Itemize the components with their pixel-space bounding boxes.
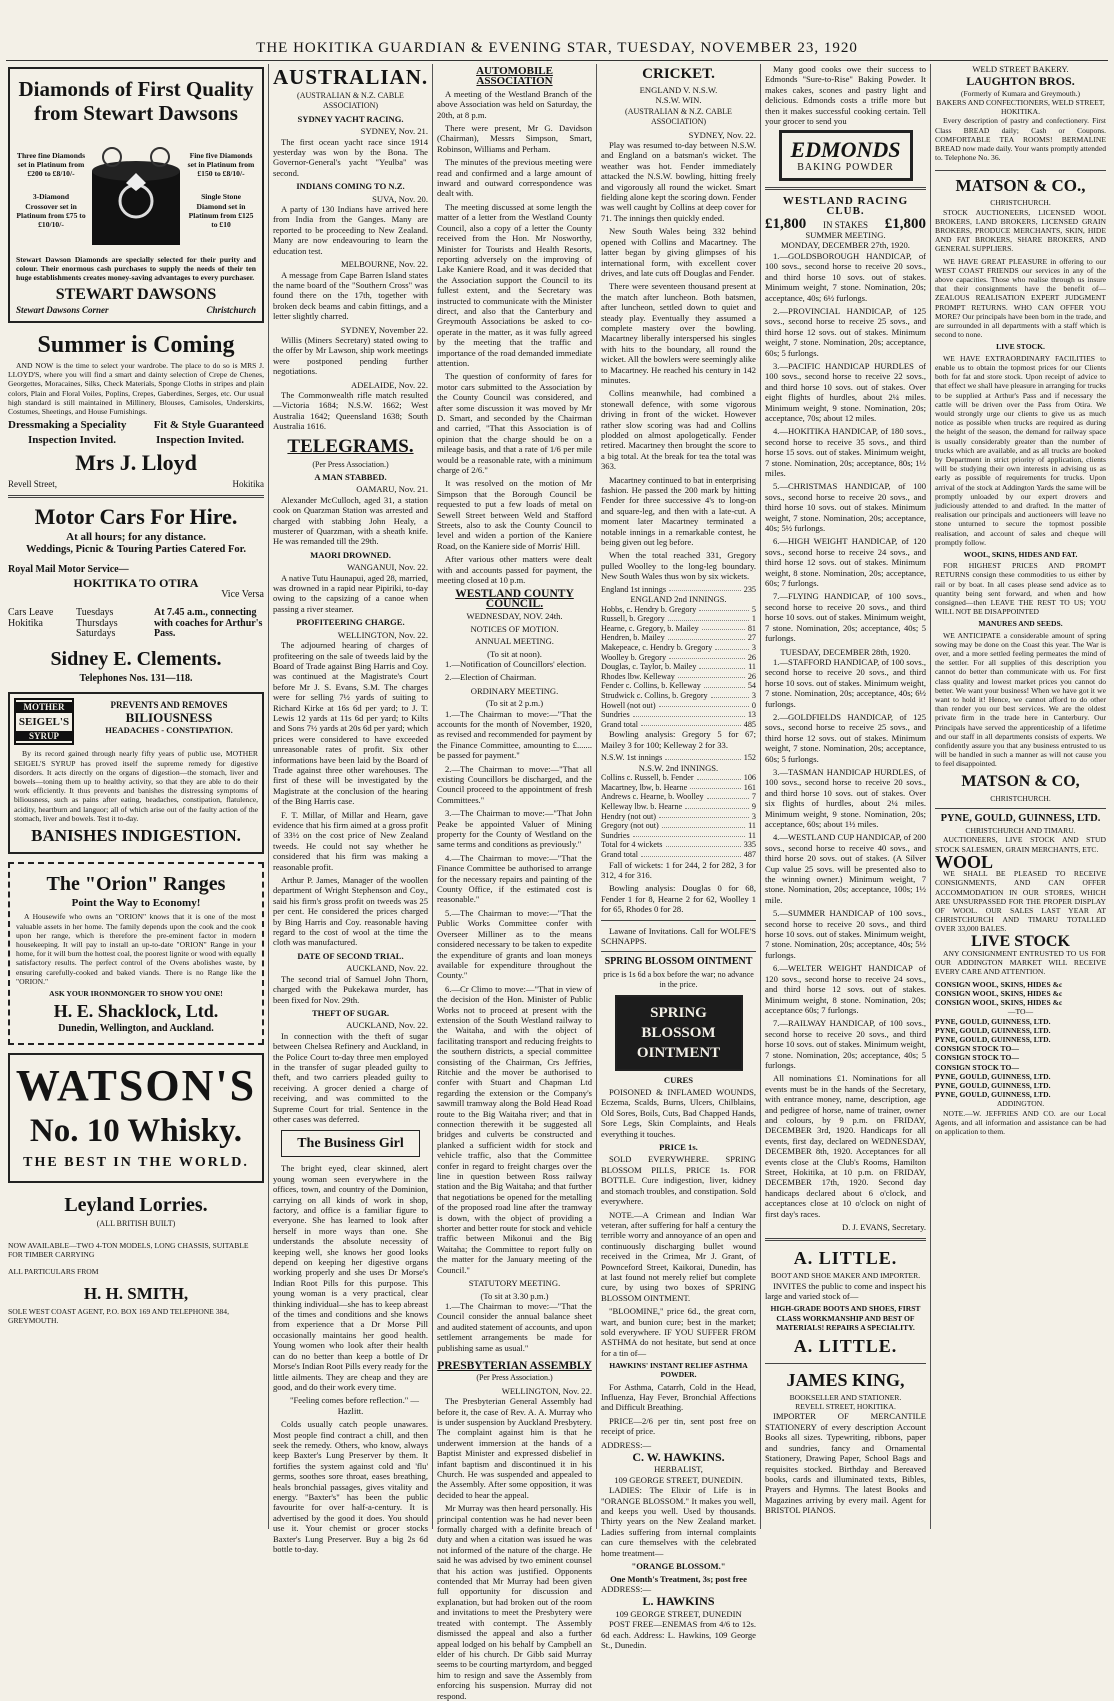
ad-line: PYNE, GOULD, GUINNESS, LTD. xyxy=(935,1016,1051,1026)
ad-line: PYNE, GOULD, GUINNESS, LTD. xyxy=(935,1080,1051,1090)
matson-heading: MATSON & CO., xyxy=(955,176,1086,196)
score-row xyxy=(601,821,756,831)
masthead-rule xyxy=(6,60,1108,61)
batsman: Makepeace, c. Hendry b. Gregory xyxy=(601,643,713,653)
race-entry: 2.—PROVINCIAL HANDICAP, of 125 sovs., second horse to receive 25 sovs., and third horse 12 sovs. out of stakes. Minimum weight, 7 stone. Nomination, 20s; acceptance, 60s; 5 furlongs. xyxy=(765,305,926,358)
lloyd-line1: Dressmaking a Speciality xyxy=(8,419,127,432)
seigel-tag: BANISHES INDIGESTION. xyxy=(31,825,241,845)
motors-phones: Telephones Nos. 131—118. xyxy=(79,672,193,684)
runs: 11 xyxy=(748,821,756,831)
seigel-ad xyxy=(8,692,264,854)
race-entry: 6.—WELTER WEIGHT HANDICAP of 120 sovs., second horse to receive 24 sovs., and third horse 12 sovs. out of stakes. Minimum weight, 8 stone. Nomination, 20s; acceptance 60s; 7 furlongs. xyxy=(765,963,926,1015)
presbyterian-heading: PRESBYTERIAN ASSEMBLY xyxy=(437,1359,592,1372)
column-1 xyxy=(4,64,268,1529)
runs: 1 xyxy=(751,614,756,624)
score-row xyxy=(601,624,756,634)
score-row xyxy=(601,643,756,653)
ad-line: CONSIGN WOOL, SKINS, HIDES &c xyxy=(935,988,1063,998)
races-day2 xyxy=(765,657,926,1070)
score-row xyxy=(601,783,756,793)
automobile-heading: AUTOMOBILE ASSOCIATION xyxy=(476,65,553,88)
orion-body: A Housewife who owns an "ORION" knows that it is one of the most valuable assets in her home. The family depends upon the cook and the cook upon her range, which is therefore the pre-eminent factor in modern housekeeping. It will pay to install an up-to-date "ORION" Range in your home, for it will burn the hottest coal, the poorest lignite or wood with equally satisfactory results. The perfect control of the Ovens abolishes waste, by ensuring carefully-cooked and baked viands. There is no Range like the "ORION." xyxy=(16,912,256,986)
lloyd-line2: Fit & Style Guaranteed xyxy=(153,419,264,432)
nsw-scorecard xyxy=(601,773,756,840)
orion-subtitle: Point the Way to Economy! xyxy=(71,896,201,909)
race-entry: 3.—PACIFIC HANDICAP HURDLES of 100 sovs., second horse to receive 22 sovs., and third horse 10 sovs. out of stakes. Over eight flights of hurdles, about 2¼ miles. Minimum weight, 9 stone. Nomination, 20s; acceptance, 70s; about 12 miles. xyxy=(765,360,926,423)
seigel-logo: MOTHER SEIGEL'S SYRUP xyxy=(14,698,74,745)
runs: 5 xyxy=(751,604,756,614)
seigel-h1: PREVENTS AND REMOVES xyxy=(110,700,228,711)
pyne-gould-heading: PYNE, GOULD, GUINNESS, LTD. xyxy=(940,812,1101,824)
motors-title: Motor Cars For Hire. xyxy=(34,504,238,530)
race-entry: 1.—STAFFORD HANDICAP, of 100 sovs., second horse to receive 20 sovs., and third horse 10 sovs. out of stakes. Minimum weight, 7 stone. Nomination, 20s; acceptance, 40s; 6½ furlongs. xyxy=(765,656,926,709)
race-entry: 5.—SUMMER HANDICAP of 100 sovs., second horse to receive 20 sovs., and third horse 10 sovs. out of stakes. Minimum weight, 7 stone. Nomination, 20s; acceptance, 40s; 5½ furlongs. xyxy=(765,908,926,960)
lloyd-line4: Inspection Invited. xyxy=(155,433,245,446)
race-entry: 4.—HOKITIKA HANDICAP, of 180 sovs., second horse to receive 35 sovs., and third horse 15 sovs. out of stakes. Minimum weight, 7 stone. Nomination, 20s; acceptance, 80s; 1½ miles. xyxy=(765,426,926,478)
column-2: AUSTRALIAN. (AUSTRALIAN & N.Z. CABLE ASSOCIATION) SYDNEY YACHT RACING. SYDNEY, Nov. 21. The first ocean yacht race since 1914 yesterday was won by the Bona. The Governor-General's yacht "Yeulba" was second. INDIANS COMING TO N.Z. SUVA, Nov. 20. A party of 130 Indians have arrived here from India from the Ganges. Many are reported to be proceeding to New Zealand. Many are now endeavouring to learn the education test. MELBOURNE, Nov. 22. A message from Cape Barren Island states the name board of the "Southern Cross" was found there on the 17th, together with broken deck beams and cabin fittings, and a letter slightly charred. SYDNEY, November 22. Willis (Miners Secretary) stated owing to the offer by Mr Lawson, ship work meetings were postponed pending further negotiations. ADELAIDE, Nov. 22. The Commonwealth rifle match resulted—Victoria 1684; N.S.W. 1662; West Australia 1642; Queensland 1638; South Australia 1616. TELEGRAMS. (Per Press Association.) A MAN STABBED. OAMARU, Nov. 21. Alexander McCulloch, aged 31, a station cook on Quarzman Station was arrested and charged with stabbing John Healy, a musterer of Quarzman, with a sheath knife. He was remanded till the 29th. MAORI DROWNED. WANGANUI, Nov. 22. A native Tutu Haunapui, aged 28, married, was drowned in a rapid near Pipiriki, to-day owing to the capsizing of a canoe when passing a river steamer. PROFITEERING CHARGE. WELLINGTON, Nov. 22. The adjourned hearing of charges of profiteering on the sale of tweeds laid by the Board of Trade against Bing Harris and Coy. was continued at the Magistrate's Court before Mr J. S. Evans, S.M. The charges were for selling 7½ yards of suiting to Richard Kirke at 16s 6d per yard; to J. T. Lewis 12 yards at 11s 6d per yard; to Kilts and Sons 7½ yards at 20s 6d per yard; which prices were considered to have exceeded unreasonable rates of profit. Six other informations have been laid by the Board of Trade against three other warehouses. The first of these will be investigated by the Magistrate at the conclusion of the hearing of the Bing Harris case. F. T. Millar, of Millar and Hearn, gave evidence that his firm aimed at a gross profit of 33½ on the cost price of New Zealand tweeds. He could not say whether he considered that his firm was making a reasonable profit. Arthur P. James, Manager of the woollen department of Wright Stephenson and Coy., said his firm's gross profit on tweeds was 25 per cent. He considered the prices charged by Bing Harris and Coy. reasonable having regard to the cost of wool at the time the cloth was manufactured. DATE OF SECOND TRIAL. AUCKLAND, Nov. 22. The second trial of Samuel John Thorn, charged with the Pukekawa murder, has been fixed for Nov. 29th. THEFT OF SUGAR. AUCKLAND, Nov. 22. In connection with the theft of sugar between Chelsea Refinery and Auckland, in the Police Court to-day three men employed in the transfer of sugar pleaded guilty to theft, and two carriers pleaded guilty to receiving. A grocer denied a charge of receiving, and was committed to the Supreme Court for trial. Sentence in the other cases was deferred. The Business Girl The bright eyed, clear skinned, alert young woman seen everywhere in the offices, town, and country of the Dominion, carrying on all kinds of work in shop, factory, and office is a familiar figure to everyone. She has learned to look after herself in more ways than one. She understands the absolute necessity of keeping well, she knows her good looks depend on keeping her digestive organs working properly and she uses Dr Morse's Indian Root Pills for this purpose. This young woman is a very practical, clear thinking individual—she has to keep abreast of the times and conditions and she knows from experience that a Dr Morse Pill occasionally maintains her good health. Young women who look after their health can do no better than keep a bottle of Dr Morse's Indian Root Pills every ready for the little ailments. They are cheap and they are good, and do their work every time. "Feeling comes before reflection." —Hazlitt. Colds usually catch people unawares. Most people find contract a chill, and then seek the remedy. Others, who know, always keep Baxter's Lung Preserver by them. It fortifies the system against cold and 'flu' germs, soothes sore throat, eases breathing, heals bronchial passages, gives vitality and energy. "Baxter's" has been the public favourite for over half-a-century. It is advertised by the good it does. You should use it. Your chemist or grocer stocks Baxter's Lung Preserver. Buy a big 2s 6d bottle to-day. xyxy=(268,64,432,1529)
batsman: Woolley b. Gregory xyxy=(601,652,667,662)
lloyd-line3: Inspection Invited. xyxy=(27,433,117,446)
consign-stock-lines xyxy=(935,1044,1106,1072)
ad-line: CONSIGN STOCK TO— xyxy=(935,1062,1019,1072)
score-row xyxy=(601,633,756,643)
column-3: AUTOMOBILE ASSOCIATION A meeting of the Westland Branch of the above Association was held on Saturday, the 20th, at 8 p.m. There were present, Mr G. Davidson (Chairman), Messrs Simpson, Smart, Robinson, Williams and Perham. The minutes of the previous meeting were read and confirmed and a large amount of inward and outward correspondence was dealt with. The meeting discussed at some length the matter of a letter from the Westland County Council, also a copy of a letter the County received from the Hon. Mr Nosworthy, Minister for Tourists and Health Resorts, reporting adversely on the improving of Lake Kaniere Road, and it was decided that the Association support the Council to its fullest extent, and the Secretary was instructed to communicate with the Minister direct, and also that the Canterbury and Greymouth Associations be asked to co-operate in the matter, as it was fully agreed by the meeting that the traffic and importance of the road demanded immediate attention. The question of conformity of fares for motor cars submitted to the Association by the County Council was considered, and after some discussion it was moved by Mr D. Smart, and seconded by the Chairman and carried, "That this Association is of opinion that the charge should be on a mileage basis, and that a rate of 1/6 per mile would be a reasonable rate, with a minimum charge of 2/6." It was resolved on the motion of Mr Simpson that the Borough Council be requested to put a few loads of metal on Sewell Street between Weld and Stafford Streets, also to ask the County Council to level and widen a portion of the Kaniere Road, on the Kaniere side of Morris' Hill. After various other matters were dealt with and accounts passed for payment, the meeting closed at 10 p.m. WESTLAND COUNTY COUNCIL. WEDNESDAY, NOV. 24th. NOTICES OF MOTION. ANNUAL MEETING. (To sit at noon). 1.—Notification of Councillors' election. 2.—Election of Chairman. ORDINARY MEETING. (To sit at 2 p.m.) 1.—The Chairman to move:—"That the accounts for the month of November, 1920, as revised and recommended for payment by the Finance Committee, amounting to £....... be passed for payment." 2.—The Chairman to move:—"That all existing Councillors be discharged, and the Council proceed to the appointment of fresh Committees." 3.—The Chairman to move:—"That John Peake be appointed Valuer of Mining property for the County of Westland on the same terms and conditions as previously." 4.—The Chairman to move:—"That the Finance Committee be authorised to arrange for the necessary repairs and painting of the County Office, if the estimated cost is reasonable." 5.—The Chairman to move:—"That the Public Works Committee confer with Overseer Milliner as to the means considered necessary to be taken to expedite the expenditure of grants and loan moneys available for expenditure throughout the County." 6.—Cr Climo to move:—"That in view of the decision of the Hon. Minister of Public Works not to proceed at present with the extension of the South Westland railway to the Waitaha, and with the object of facilitating transport and reducing freights to the southern districts, a special committee consisting of the Chairman, Crs Jeffries, Ritchie and the mover be authorised to confer with Stuart and Chapman Ltd regarding the extension or the Company's sawmill tramway along the Bold Head Road route to the Big Waitaha river; and that in connection therewith it be suggested all bridges and culverts be constructed and planked a sufficient width for stock and vehicle traffic, also that the Committee confer in regard to freight charges over the line in question between Ross railway station and the Big Waitaha; and that further that negotiations be opened for the metalling of the proposed road line after the tramway is down, with the object of providing a shorter and better route for stock and vehicle traffic between Mikonui and the Big Waitaha; the Committee to report fully on the matter for the January meeting of the Council." STATUTORY MEETING. (To sit at 3.30 p.m.) 1.—The Chairman to move:—"That the Council consider the annual balance sheet and audited statement of accounts, and upon settlement arrangements be made for publishing same as usual." PRESBYTERIAN ASSEMBLY (Per Press Association.) WELLINGTON, Nov. 22. The Presbyterian General Assembly had before it, the case of Rev. A. A. Murray who is under suspension by Auckland Presbytery. The complaint against him is that he underwent immersion at the hands of a Baptist Minister and expressed disbelief in infant baptism and discontinued it in his Church. He was suspended and appealed to the Assembly. After some opposition, it was decided to hear the appeal. Mr Murray was then heard personally. His principal contention was he had never been formally charged with a definite breach of duty and when a citation was issued he was not informed of the nature of the charge. He said he was advised by two eminent counsel that his action was justified. Opponents contended that Mr Murray had been given full opportunity for discussion and explanation, but had broken out of the room and invitations to meet the Presbytery were treated with contempt. The Assembly dismissed the appeal and also a further appeal lodged on his behalf by Campbell an elder of his church. Dr Gibb said Murray seems to be courting martyrdom, and begged him to resign and save the Assembly from enforcing his suspension. Murray did not respond. xyxy=(432,64,596,1529)
score-row xyxy=(601,605,756,615)
races-day1 xyxy=(765,251,926,644)
runs: 106 xyxy=(743,773,756,783)
ad-line: PYNE, GOULD, GUINNESS, LTD. xyxy=(935,1090,1051,1100)
orion-ask: ASK YOUR IRONMONGER TO SHOW YOU ONE! xyxy=(49,988,223,998)
batsman: Hendren, b. Mailey xyxy=(601,633,665,643)
column-4: CRICKET. ENGLAND V. N.S.W. N.S.W. WIN. (AUSTRALIAN & N.Z. CABLE ASSOCIATION) SYDNEY, Nov. 22. Play was resumed to-day between N.S.W. and England on a batsman's wicket. The weather was hot. Fender immediately attacked the N.S.W. bowling, hitting freely and vigorously all round the wicket. Smart fielding alone kept the scoring down. Fender was well caught by Collins at deep cover for 71. The innings then quickly ended. New South Wales being 332 behind opened with Collins and Macartney. The latter began by giving glimpses of his international form, with excellent cover drives, and late cuts off Douglas and Fender. There were seventeen thousand present at the match after luncheon. Both batsmen, after luncheon, settled down to quiet and steady play. Eventually they assumed a complete mastery over the bowling. Macartney liberally interspersed his singles with hits to the boundary, all round the wicket. All the bowlers were seemingly alike to Macartney. He reached his century in 142 minutes. Collins meanwhile, had combined a stonewall defence, with some vigorous driving in front of the wicket. However rather slow scoring was had and Collins plodded on almost apologetically. Fender retired. Macartney then brought the score to a big total. At the break for tea the total was 363. Macartney continued to bat in enterprising fashion. He passed the 200 mark by hitting Fender for three successive 4's to long-on and square-leg, and then with a late-cut. A moment later Macartney terminated a notable innings in a remarkable contest, he being given out leg before. When the total reached 331, Gregory pulled Woolley to the long-leg boundary. New South Wales thus won by six wickets. England 1st innings 235 ENGLAND 2nd INNINGS. Hobbs, c. Hendry b. Gregory 5 Russell, b. Gregory 1 Hearne, c. Gregory, b. Mailey 81 Hendren, b. Mailey 27 Makepeace, c. Hendry b. Gregory 3 Woolley b. Gregory 26 Douglas, c. Taylor, b. Mailey 11 Rhodes lbw. Kelleway 26 Fender c. Collins, b. Kelleway 54 Strudwick c. Collins, b. Gregory 3 Howell (not out) 0 Sundries 13 Grand total 485 Bowling analysis: Gregory 5 for 67; Mailey 3 for 100; Kelleway 2 for 33. N.S.W. 1st innings 152 N.S.W. 2nd INNINGS. Collins c. Russell, b. Fender 106 Macartney, lbw, b. Hearne 161 Andrews c. Hearne, b. Woolley 7 Kelleway lbw. b. Hearne 9 Hendry (not out) 3 Gregory (not out) 11 Sundries 11 Total for 4 wickets 335 Grand total 487 Fall of wickets: 1 for 244, 2 for 282, 3 for 312, 4 for 316. Bowling analysis: Douglas 0 for 68, Fender 1 for 8, Hearne 2 for 62, Woolley 1 for 65, Rhodes 0 for 28. Lawane of Invitations. Call for WOLFE'S SCHNAPPS. SPRING BLOSSOM OINTMENT price is 1s 6d a box before the war; no advance in the price. SPRING BLOSSOM OINTMENT CURES POISONED & INFLAMED WOUNDS, Eczema, Scalds, Burns, Ulcers, Chilblains, Old Sores, Boils, Cuts, Bad Chapped Hands, Sore Legs, Skin Complaints, and Heals everything it touches. PRICE 1s. SOLD EVERYWHERE. SPRING BLOSSOM PILLS, PRICE 1s. FOR BOTTLE. Cure indigestion, liver, kidney and stomach troubles, and constipation. Sold everywhere. NOTE.—A Crimean and Indian War veteran, after suffering for half a century the terrible worry and annoyance of an open and continuously discharging bullet wound received in the Crimea, Mr J. Grant, of Pownceford Street, Kaikorai, Dunedin, has at last found not merely relief but complete cure, by using two boxes of SPRING BLOSSOM OINTMENT. "BLOOMINE," price 6d., the great corn, wart, and bunion cure; best in the market; sold everywhere. IF YOU SUFFER FROM ASTHMA do not hesitate, but send at once for a tin of— HAWKINS' INSTANT RELIEF ASTHMA POWDER. For Asthma, Catarrh, Cold in the Head, Influenza, Hay Fever, Bronchial Affections and Difficult Breathing. PRICE—2/6 per tin, sent post free on receipt of price. ADDRESS:— C. W. HAWKINS. HERBALIST, 109 GEORGE STREET, DUNEDIN. LADIES: The Elixir of Life is in "ORANGE BLOSSOM." It makes you well, and keeps you well. Used by thousands. Thirty years on the New Zealand market. Ladies suffering from internal complaints can cure themselves with the celebrated home treatment— "ORANGE BLOSSOM." One Month's Treatment, 3s; post free ADDRESS:— L. HAWKINS 109 GEORGE STREET, DUNEDIN POST FREE—ENEMAS from 4/6 to 12s. 6d each. Address: L. Hawkins, 109 George St., Dunedin. xyxy=(596,64,760,1529)
runs: 11 xyxy=(748,662,756,672)
motors-vice: Vice Versa xyxy=(221,589,264,601)
column-5: Many good cooks owe their success to Edmonds "Sure-to-Rise" Baking Powder. It makes cakes, scones and pastry light and delicious. Edmonds costs a trifle more but then it makes successful cooking certain. Tell your grocer to send you EDMONDS BAKING POWDER WESTLAND RACING CLUB. £1,800 IN STAKES £1,800 SUMMER MEETING. MONDAY, DECEMBER 27th, 1920. 1.—GOLDSBOROUGH HANDICAP, of 100 sovs., second horse to receive 20 sovs., and third horse 10 sovs. out of stakes. Minimum weight, 7 stone. Nomination, 20s; acceptance, 40s; 6½ furlongs. 2.—PROVINCIAL HANDICAP, of 125 sovs., second horse to receive 25 sovs., and third horse 12 sovs. out of stakes. Minimum weight, 7 stone. Nomination, 20s; acceptance, 60s; 5 furlongs. 3.—PACIFIC HANDICAP HURDLES of 100 sovs., second horse to receive 22 sovs., and third horse 10 sovs. out of stakes. Over eight flights of hurdles, about 2¼ miles. Minimum weight, 9 stone. Nomination, 20s; acceptance, 70s; about 12 miles. 4.—HOKITIKA HANDICAP, of 180 sovs., second horse to receive 35 sovs., and third horse 15 sovs. out of stakes. Minimum weight, 7 stone. Nomination, 20s; acceptance, 80s; 1½ miles. 5.—CHRISTMAS HANDICAP, of 100 sovs., second horse to receive 20 sovs., and third horse 10 sovs. out of stakes. Minimum weight, 7 stone. Nomination, 20s; acceptance, 40s; 5½ furlongs. 6.—HIGH WEIGHT HANDICAP, of 120 sovs., second horse to receive 24 sovs., and third horse 12 sovs. out of stakes. Minimum weight, 8 stone. Nomination, 20s; acceptance, 60s; 7 furlongs. 7.—FLYING HANDICAP, of 100 sovs., second horse to receive 20 sovs., and third horse 10 sovs. out of stakes. Minimum weight, 7 stone. Nomination, 20s; acceptance, 40s; 5 furlongs. TUESDAY, DECEMBER 28th, 1920. 1.—STAFFORD HANDICAP, of 100 sovs., second horse to receive 20 sovs., and third horse 10 sovs. out of stakes. Minimum weight, 7 stone. Nomination, 20s; acceptance, 40s; 6½ furlongs. 2.—GOLDFIELDS HANDICAP, of 125 sovs., second horse to receive 25 sovs., and third horse 12 sovs. out of stakes. Minimum weight, 7 stone. Nomination, 20s; acceptance, 60s; 5 furlongs. 3.—TASMAN HANDICAP HURDLES, of 100 sovs., second horse to receive 20 sovs., and third horse 10 sovs. out of stakes. Over six flights of hurdles, about 2¼ miles. Minimum weight, 9 stone. Nomination, 20s; acceptance, 60s; about 1½ miles. 4.—WESTLAND CUP HANDICAP, of 200 sovs., second horse to receive 40 sovs., and third horse 20 sovs. out of stakes. (A Silver Cup value 25 sovs. will be presented also to the winning owner.) Minimum weight, 7 stone. Nomination, 20s; acceptance, 100s; 1½ mile. 5.—SUMMER HANDICAP of 100 sovs., second horse to receive 20 sovs., and third horse 10 sovs. out of stakes. Minimum weight, 7 stone. Nomination, 20s; acceptance, 40s; 5½ furlongs. 6.—WELTER WEIGHT HANDICAP of 120 sovs., second horse to receive 24 sovs., and third horse 12 sovs. out of stakes. Minimum weight, 8 stone. Nomination, 20s; acceptance 60s; 7 furlongs. 7.—RAILWAY HANDICAP, of 100 sovs., second horse to receive 20 sovs., and third horse 10 sovs. out of stakes. Minimum weight, 7 stone. Nomination, 20s; acceptance, 40s; 5 furlongs. All nominations £1. Nominations for all events must be in the hands of the Secretary, with entrance money, name, description, age and pedigree of horse, name of trainer, owner and colours, by 9 p.m. on FRIDAY, DECEMBER 3rd, 1920. Handicaps for all events, first day, declared on WEDNESDAY, DECEMBER 8th, 1920. Acceptances for all events close at the Club's Rooms, Hamilton Street, Hokitika, at 10 p.m. on FRIDAY, DECEMBER 17th, 1920. Second day handicaps declared about 6 o'clock, and acceptances close at 10 o'clock on night of first day's races. D. J. EVANS, Secretary. A. LITTLE. BOOT AND SHOE MAKER AND IMPORTER. INVITES the public to come and inspect his large and varied stock of— HIGH-GRADE BOOTS AND SHOES, FIRST CLASS WORKMANSHIP AND BEST OF MATERIALS! REPAIRS A SPECIALITY. A. LITTLE. JAMES KING, BOOKSELLER AND STATIONER. REVELL STREET, HOKITIKA. IMPORTER OF MERCANTILE STATIONERY of every description Account Books all sizes. Typewriting, ribbons, paper and sundries, fancy and Ornamental Stationery, Drawing Paper, School Bags and requisites stocked. Birthday and Bereaved books, cards and illuminated texts, Bibles, Prayers and Hymns. The latest Books and Magazines arriving by every mail. Agent for BRISTOL PIANOS. xyxy=(760,64,930,1529)
seigel-h2: BILIOUSNESS xyxy=(125,709,213,725)
motors-name: Sidney E. Clements. xyxy=(50,647,222,670)
batsman: Andrews c. Hearne, b. Woolley xyxy=(601,792,704,802)
runs: 26 xyxy=(747,652,756,662)
orion-maker: H. E. Shacklock, Ltd. xyxy=(53,1001,219,1022)
batsman: Fender c. Collins, b. Kelleway xyxy=(601,681,701,691)
runs: 11 xyxy=(748,830,756,840)
lloyd-street: Revell Street, xyxy=(8,479,57,490)
race-entry: 5.—CHRISTMAS HANDICAP, of 100 sovs., second horse to receive 20 sovs., and third horse 10 sovs. out of stakes. Minimum weight, 7 stone. Nomination, 20s; acceptance, 40s; 5½ furlongs. xyxy=(765,481,926,534)
leyland-agent: SOLE WEST COAST AGENT, P.O. BOX 169 AND TELEPHONE 384, GREYMOUTH. xyxy=(8,1306,230,1325)
batsman: Russell, b. Gregory xyxy=(601,614,665,624)
orion-ad xyxy=(8,862,264,1045)
batsman: Sundries xyxy=(601,710,630,720)
race-entry: 3.—TASMAN HANDICAP HURDLES, of 100 sovs., second horse to receive 20 sovs., and third horse 10 sovs. out of stakes. Over six flights of hurdles, about 2¼ miles. Minimum weight, 9 stone. Nomination, 20s; acceptance, 60s; about 1½ miles. xyxy=(765,766,926,829)
batsman: Macartney, lbw, b. Hearne xyxy=(601,782,688,792)
leyland-name: H. H. SMITH, xyxy=(83,1283,189,1303)
score-row xyxy=(601,812,756,822)
runs: 3 xyxy=(751,811,756,821)
james-king-heading: JAMES KING, xyxy=(786,1370,905,1391)
watsons-ad xyxy=(8,1053,264,1183)
batsman: Gregory (not out) xyxy=(601,821,659,831)
ad-line: CONSIGN WOOL, SKINS, HIDES &c xyxy=(935,979,1063,989)
seigel-h3: HEADACHES - CONSTIPATION. xyxy=(105,724,233,735)
runs: 9 xyxy=(751,802,756,811)
leyland-part: ALL PARTICULARS FROM xyxy=(8,1267,99,1277)
batsman: Strudwick c. Collins, b. Gregory xyxy=(601,691,708,701)
ad-line: PYNE, GOULD, GUINNESS, LTD. xyxy=(935,1025,1051,1035)
lloyd-title: Summer is Coming xyxy=(37,332,235,359)
motors-t1: Cars Leave Hokitika xyxy=(8,607,54,629)
score-row xyxy=(601,802,756,812)
dawsons-ad xyxy=(8,67,264,323)
dawsons-title: Diamonds of First Quality from Stewart Dawsons xyxy=(18,77,254,125)
batsman: Hendry (not out) xyxy=(601,811,657,821)
runs: 7 xyxy=(751,792,756,802)
batsman: Rhodes lbw. Kelleway xyxy=(601,671,675,681)
dawsons-body: Stewart Dawson Diamonds are specially selected for their purity and colour. Their enormous cash purchases to supply the needs of their ten huge establishments creates money-saving advantages to every purchaser. xyxy=(16,255,256,283)
lloyd-town: Hokitika xyxy=(232,479,264,490)
pyne-lines xyxy=(935,1017,1106,1045)
motors-t3: At 7.45 a.m., connecting with coaches for Arthur's Pass. xyxy=(154,607,263,640)
motors-line1: At all hours; for any distance. xyxy=(66,531,206,544)
runs: 161 xyxy=(743,782,756,792)
score-row xyxy=(601,792,756,802)
australian-heading: AUSTRALIAN. xyxy=(273,65,429,89)
leyland-title: Leyland Lorries. xyxy=(64,1193,208,1216)
diamond-ring-case-icon xyxy=(88,131,184,249)
watsons-l1: WATSON'S xyxy=(15,1060,257,1110)
ad-line: PYNE, GOULD, GUINNESS, LTD. xyxy=(935,1071,1051,1081)
runs: 81 xyxy=(747,623,756,633)
watsons-l2: No. 10 Whisky. xyxy=(29,1112,243,1149)
runs: 26 xyxy=(747,671,756,681)
runs: 54 xyxy=(747,681,756,691)
score-row xyxy=(601,831,756,841)
telegrams-heading: TELEGRAMS. xyxy=(287,435,414,457)
race-entry: 4.—WESTLAND CUP HANDICAP, of 200 sovs., second horse to receive 40 sovs., and third horse 20 sovs. out of stakes. (A Silver Cup value 25 sovs. will be presented also to the winning owner.) Minimum weight, 7 stone. Nomination, 20s; acceptance, 100s; 1½ mile. xyxy=(765,832,926,905)
dawsons-name: STEWART DAWSONS xyxy=(55,285,217,303)
race-entry: 6.—HIGH WEIGHT HANDICAP, of 120 sovs., second horse to receive 24 sovs., and third horse 12 sovs. out of stakes. Minimum weight, 8 stone. Nomination, 20s; acceptance, 60s; 7 furlongs. xyxy=(765,536,926,589)
dawsons-city: Christchurch xyxy=(206,304,256,315)
batsman: Hearne, c. Gregory, b. Mailey xyxy=(601,623,699,633)
dawsons-corner: Stewart Dawsons Corner xyxy=(16,304,109,315)
orion-cities: Dunedin, Wellington, and Auckland. xyxy=(58,1023,214,1035)
a-little-heading: A. LITTLE. xyxy=(793,1248,898,1269)
score-row xyxy=(601,653,756,663)
race-entry: 1.—GOLDSBOROUGH HANDICAP, of 100 sovs., second horse to receive 20 sovs., and third horse 10 sovs. out of stakes. Minimum weight, 7 stone. Nomination, 20s; acceptance, 40s; 6½ furlongs. xyxy=(765,250,926,303)
motors-service: Royal Mail Motor Service— xyxy=(8,564,129,576)
business-girl-heading: The Business Girl xyxy=(297,1136,404,1152)
runs: 13 xyxy=(747,710,756,720)
score-row xyxy=(601,773,756,783)
score-row xyxy=(601,662,756,672)
watsons-l3: THE BEST IN THE WORLD. xyxy=(23,1154,249,1170)
motors-t2: Tuesdays Thursdays Saturdays xyxy=(76,607,118,640)
county-council-heading: WESTLAND COUNTY COUNCIL. xyxy=(455,587,574,610)
race-entry: 7.—RAILWAY HANDICAP, of 100 sovs., second horse to receive 20 sovs., and third horse 10 sovs. out of stakes. Minimum weight, 7 stone. Nomination, 20s; acceptance, 40s; 5 furlongs. xyxy=(765,1018,926,1070)
column-6: WELD STREET BAKERY. LAUGHTON BROS. (Formerly of Kumara and Greymouth.) BAKERS AND CONFECTIONERS, WELD STREET, HOKITIKA. Every description of pastry and confectionery. First Class BREAD daily; Cash or Coupons. COMFORTABLE TEA ROOMS! BERMALINE BREAD now made daily. Your wants promptly attended to. Telephone No. 36. MATSON & CO., CHRISTCHURCH. STOCK AUCTIONEERS, LICENSED WOOL BROKERS, LAND BROKERS, LICENSED GRAIN BROKERS, PRODUCE MERCHANTS, SKIN, HIDE AND FAT BROKERS, SHARE BROKERS, AND GENERAL SUPPLIERS. WE HAVE GREAT PLEASURE in offering to our WEST COAST FRIENDS our services in any of the above capacities. Those who realise through us insure that their consignments have the benefit of— ZEALOUS REALISATION EXPERT JUDGMENT PROMPT RETURNS. WHO CAN OFFER YOU MORE? Our principals have been born in the trade, and are surrounded in all departments with a staff which is second to none. LIVE STOCK. WE HAVE EXTRAORDINARY FACILITIES to enable us to obtain the topmost prices for our Clients both for fat and store stock. Upon receipt of advice to that effect we shall have pleasure in arranging for trucks to be supplied at Arthur's Pass and if necessary the cattle will be driven over the Pass from Otira. We would strongly urge our clients to give us as much notice as possible when trucks are required as during the height of the season, the demand for railway space is usually considerably greater than the number of trucks which are available, and as all trucks are booked by Department in strict priority of application, clients will be studying their own interests in advising us as early as possible of requirements for trucks. Upon arrival of the stock at Addington Yards the same will be promptly unloaded by our expert drovers and judiciously attended to and drafted. In the matter of realisation our principals and auctioneers will leave no stone unturned to secure the topmost possible realisation, and account of sales and cheque will promptly follow. WOOL, SKINS, HIDES AND FAT. FOR HIGHEST PRICES AND PROMPT RETURNS consign these commodities to us either by rail or by boat. In all cases please send advice as to quantity being sent forward, and when and how consigned—then LEAVE THE REST TO US; YOU WILL NOT BE DISAPPOINTED MANURES AND SEEDS. WE ANTICIPATE a considerable amount of spring sowing may be done on the Coast this year. The War is over, and a more settled feeling permeates the mind of the settler. For all supplies of this description you cannot do better than communicate with us. For first class quality and lowest market prices you cannot do better. We want your business! When we have got it we want to hold it! Hence, we cannot afford to do other than render you our best services. We are the oldest private firm in the trade here in Canterbury. Our Principals have served the apprenticeship of a lifetime and our staff in all departments consists of experts. We confidently assure you that any business entrusted to us will be handled in such a manner as will not cause you to feel disappointed. MATSON & CO, CHRISTCHURCH. PYNE, GOULD, GUINNESS, LTD. CHRISTCHURCH AND TIMARU. AUCTIONEERS, LIVE STOCK AND STUD STOCK SALESMEN, GRAIN MERCHANTS, ETC. WOOL WE SHALL BE PLEASED TO RECEIVE CONSIGNMENTS, AND CAN OFFER ACCOMMODATION IN OUR STORES, WHICH ARE UNSURPASSED FOR THE PROPER DISPLAY OF WOOL. OUR SALES LAST YEAR AT CHRISTCHURCH AND TIMARU TOTALLED OVER 33,000 BALES. LIVE STOCK ANY CONSIGNMENT ENTRUSTED TO US FOR OUR ADDINGTON MARKET WILL RECEIVE EVERY CARE AND ATTENTION. CONSIGN WOOL, SKINS, HIDES &c CONSIGN WOOL, SKINS, HIDES &c CONSIGN WOOL, SKINS, HIDES &c —TO— PYNE, GOULD, GUINNESS, LTD. PYNE, GOULD, GUINNESS, LTD. PYNE, GOULD, GUINNESS, LTD. CONSIGN STOCK TO— CONSIGN STOCK TO— CONSIGN STOCK TO— PYNE, GOULD, GUINNESS, LTD. PYNE, GOULD, GUINNESS, LTD. PYNE, GOULD, GUINNESS, LTD. ADDINGTON. NOTE.—W. JEFFRIES AND CO. are our Local Agents, and all information and assistance can be had on application to them. xyxy=(930,64,1110,1529)
england-scorecard xyxy=(601,605,756,720)
racing-club-heading: WESTLAND RACING CLUB. xyxy=(782,194,909,218)
runs: 27 xyxy=(747,633,756,643)
motors-route: HOKITIKA TO OTIRA xyxy=(73,575,199,590)
runs: 3 xyxy=(751,691,756,701)
batsman: Douglas, c. Taylor, b. Mailey xyxy=(601,662,697,672)
lloyd-name: Mrs J. Lloyd xyxy=(75,450,197,476)
ad-line: CONSIGN STOCK TO— xyxy=(935,1044,1019,1054)
dawsons-left1: Three fine Diamonds set in Platinum from £200 to £8/10/- xyxy=(16,150,86,179)
leyland-body: NOW AVAILABLE—TWO 4-TON MODELS, LONG CHASSIS, SUITABLE FOR TIMBER CARRYING xyxy=(8,1241,249,1260)
cricket-heading: CRICKET. xyxy=(642,66,715,82)
masthead: THE HOKITIKA GUARDIAN & EVENING STAR, TUESDAY, NOVEMBER 23, 1920 xyxy=(256,40,858,56)
ad-line: CONSIGN WOOL, SKINS, HIDES &c xyxy=(935,998,1063,1008)
ad-line: CONSIGN STOCK TO— xyxy=(935,1053,1019,1063)
batsman: Sundries xyxy=(601,830,630,840)
spring-blossom-logo: SPRING BLOSSOM OINTMENT xyxy=(615,995,743,1071)
motors-line2: Weddings, Picnic & Touring Parties Catered For. xyxy=(26,543,246,555)
score-row xyxy=(601,672,756,682)
consign-lines xyxy=(935,980,1106,1008)
batsman: Howell (not out) xyxy=(601,700,656,710)
lloyd-body: AND NOW is the time to select your wardrobe. The place to do so is MRS J. LLOYD'S, where you will find a smart and dainty selection of Crepe de Chenes, Georgettes, Moracaines, Silks, Check Materials, Sponge Cloths in stripes and plain colors, Plain and Floral Voiles, Poplins, Crepes, Gaberdines, Serges, etc. Our usual high standard is still maintained in Millinery, Blouses, Camisoles, Underskirts, Costumes, Sheetings, and House Furnishings. xyxy=(8,361,264,417)
batsman: Hobbs, c. Hendry b. Gregory xyxy=(601,604,697,614)
score-row xyxy=(601,710,756,720)
edmonds-logo: EDMONDS BAKING POWDER xyxy=(779,130,913,180)
dawsons-right2: Single Stone Diamond set in Platinum from £125 to £10 xyxy=(188,192,254,229)
leyland-sub: (ALL BRITISH BUILT) xyxy=(96,1218,176,1228)
runs: 3 xyxy=(751,643,756,653)
race-entry: 7.—FLYING HANDICAP, of 100 sovs., second horse to receive 20 sovs., and third horse 10 sovs. out of stakes. Minimum weight, 7 stone. Nomination, 20s; acceptance, 40s; 5 furlongs. xyxy=(765,591,926,644)
runs: 0 xyxy=(751,700,756,710)
dawsons-right1: Fine five Diamonds set in Platinum from £150 to £8/10/- xyxy=(187,150,255,179)
score-row xyxy=(601,691,756,701)
batsman: Kelleway lbw. b. Hearne xyxy=(601,802,683,811)
dawsons-left2: 3-Diamond Crossover set in Platinum from £75 to £10/10/- xyxy=(16,192,86,229)
batsman: Collins c. Russell, b. Fender xyxy=(601,773,694,783)
score-row xyxy=(601,701,756,711)
seigel-body: By its record gained through nearly fifty years of public use, MOTHER SEIGEL'S SYRUP has proved itself the supreme remedy for digestive disorders. It acts directly on the organs of digestion—the stomach, liver and bowels—toning them up to healthy activity, so that they are able to do their work efficiently. It thus prevents and banishes the distressing symptoms of biliousness, such as pains after eating, headaches, constipation, flatulence, acidity, heartburn and languor; all of which arise out of the faulty action of the stomach, liver and bowels. Test it to-day. xyxy=(14,749,258,823)
score-row xyxy=(601,681,756,691)
score-row xyxy=(601,614,756,624)
race-entry: 2.—GOLDFIELDS HANDICAP, of 125 sovs., second horse to receive 25 sovs., and third horse 12 sovs. out of stakes. Minimum weight, 7 stone. Nomination, 20s; acceptance, 60s; 5 furlongs. xyxy=(765,711,926,764)
pyne-lines-2 xyxy=(935,1072,1106,1100)
orion-title: The "Orion" Ranges xyxy=(46,872,226,895)
ad-line: PYNE, GOULD, GUINNESS, LTD. xyxy=(935,1034,1051,1044)
